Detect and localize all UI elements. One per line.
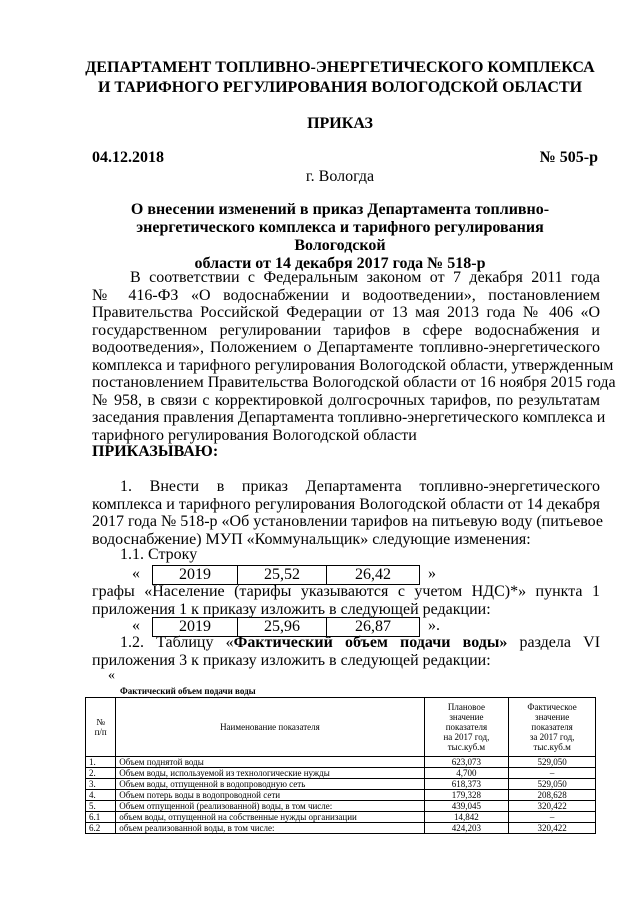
row-name: объем воды, отпущенной на собственные нужды организации [116, 812, 424, 823]
quote-close: ». [428, 617, 440, 634]
row-fact: 529,050 [509, 779, 596, 790]
order-subject [100, 201, 580, 273]
year-cell: 2019 [152, 617, 238, 637]
subject-line: О внесении изменений в приказ Департамента топливно- [130, 201, 550, 218]
item-1-1-line: графы «Население (тарифы указываются с учетом НДС)*» пункта 1 [92, 583, 600, 600]
preamble-line: заседания правления Департамента топливно-энергетического комплекса и [92, 409, 606, 426]
row-num: 4. [86, 790, 116, 801]
year-cell: 2019 [152, 565, 238, 585]
order-date: 04.12.2018 [92, 149, 164, 166]
table-row [86, 801, 596, 812]
item-1-2 [92, 634, 600, 669]
col-fact: Фактическое значение показателя за 2017 год, тыс.куб.м [509, 698, 596, 757]
row-plan: 179,328 [424, 790, 509, 801]
row-plan: 424,203 [424, 823, 509, 834]
item-1-1-text [92, 583, 600, 618]
row-name: Объем воды, отпущенной в водопроводную сеть [116, 779, 424, 790]
row-fact: 529,050 [509, 757, 596, 768]
row-fact: 208,628 [509, 790, 596, 801]
row-num: 6.1 [86, 812, 116, 823]
table-quote-open: « [108, 668, 115, 683]
value-cell: 25,52 [237, 565, 327, 585]
preamble-line: Правительства Российской Федерации от 13 мая 2013 года № 406 «О [92, 304, 600, 321]
row-fact: – [509, 768, 596, 779]
preamble-line: тарифного регулирования Вологодской области [92, 426, 417, 444]
row-name: Объем потерь воды в водопроводной сети [116, 790, 424, 801]
table-row [86, 768, 596, 779]
item-1-2-line: приложения 3 к приказу изложить в следующей редакции: [92, 651, 491, 669]
row-name: Объем поднятой воды [116, 757, 424, 768]
department-header [80, 58, 600, 98]
preamble [92, 269, 616, 444]
department-header-line2: И ТАРИФНОГО РЕГУЛИРОВАНИЯ ВОЛОГОДСКОЙ ОБЛАСТИ [97, 79, 583, 96]
table-caption: Фактический объем подачи воды [120, 686, 256, 696]
row-plan: 439,045 [424, 801, 509, 812]
table-row [86, 757, 596, 768]
table-row [86, 790, 596, 801]
row-fact: 320,422 [509, 801, 596, 812]
table-row [86, 779, 596, 790]
table-header-row [86, 698, 596, 757]
item-1-line: 2017 года № 518-р «Об установлении тарифов на питьевую воду (питьевое [92, 513, 603, 530]
preamble-line: комплекса и тарифного регулирования Вологодской области, утвержденным [92, 356, 614, 374]
table-row [86, 823, 596, 834]
row-name: объем реализованной воды, в том числе: [116, 823, 424, 834]
city: г. Вологда [305, 168, 375, 185]
value-cell: 26,42 [326, 565, 420, 585]
row-plan: 4,700 [424, 768, 509, 779]
preamble-line: постановлением Правительства Вологодской области от 16 ноября 2015 года [92, 374, 616, 391]
item-1-2-bold: Фактический объем подачи воды» [233, 634, 508, 651]
row-num: 2. [86, 768, 116, 779]
item-1-2-line [92, 634, 600, 652]
quote-open: « [132, 617, 140, 634]
item-1-1-label: 1.1. Строку [120, 546, 198, 563]
preamble-line: № 416-ФЗ «О водоснабжении и водоотведении», постановлением [92, 286, 600, 304]
item-1-2-suffix: раздела VI [507, 634, 601, 651]
item-1-line: комплекса и тарифного регулирования Вологодской области от 14 декабря [92, 495, 600, 513]
preamble-line: В соответствии с Федеральным законом от 7 декабря 2011 года [130, 269, 600, 286]
preamble-line: государственном регулировании тарифов в сфере водоснабжения и [92, 321, 600, 339]
value-cell: 26,87 [326, 617, 420, 637]
row-fact: – [509, 812, 596, 823]
row-plan: 623,073 [424, 757, 509, 768]
value-cell: 25,96 [237, 617, 327, 637]
row-num: 3. [86, 779, 116, 790]
col-plan: Плановое значение показателя на 2017 год, тыс.куб.м [424, 698, 509, 757]
row-name: Объем воды, используемой из технологические нужды [116, 768, 424, 779]
quote-open: « [132, 565, 140, 582]
table-row [86, 812, 596, 823]
preamble-line: № 958, в связи с корректировкой долгосрочных тарифов, по результатам [92, 391, 600, 409]
item-1-line: водоснабжение) МУП «Коммунальщик» следующие изменения: [92, 530, 531, 548]
row-plan: 618,373 [424, 779, 509, 790]
subject-line: энергетического комплекса и тарифного регулирования Вологодской [136, 219, 544, 254]
preamble-line: водоотведения», Положением о Департаменте топливно-энергетического [92, 339, 600, 356]
order-number: № 505-р [539, 149, 598, 166]
row-num: 5. [86, 801, 116, 812]
water-volume-table [85, 697, 596, 834]
subject-line: области от 14 декабря 2017 года № 518-р [194, 255, 486, 272]
doc-type: ПРИКАЗ [307, 115, 373, 132]
old-tariff-row [132, 565, 452, 584]
col-num: № п/п [86, 698, 116, 757]
row-name: Объем отпущенной (реализованной) воды, в том числе: [116, 801, 424, 812]
item-1-1-line: приложения 1 к приказу изложить в следующей редакции: [92, 600, 491, 618]
item-1-2-prefix: 1.2. Таблицу « [120, 634, 234, 651]
item-1-line: 1. Внести в приказ Департамента топливно-энергетического [120, 478, 600, 495]
row-plan: 14,842 [424, 812, 509, 823]
row-fact: 320,422 [509, 823, 596, 834]
row-num: 1. [86, 757, 116, 768]
order-word: ПРИКАЗЫВАЮ: [92, 443, 219, 460]
item-1 [92, 478, 603, 548]
col-name: Наименование показателя [116, 698, 424, 757]
row-num: 6.2 [86, 823, 116, 834]
department-header-line1: ДЕПАРТАМЕНТ ТОПЛИВНО-ЭНЕРГЕТИЧЕСКОГО КОМПЛЕКСА [85, 59, 595, 76]
quote-close: » [428, 565, 436, 582]
